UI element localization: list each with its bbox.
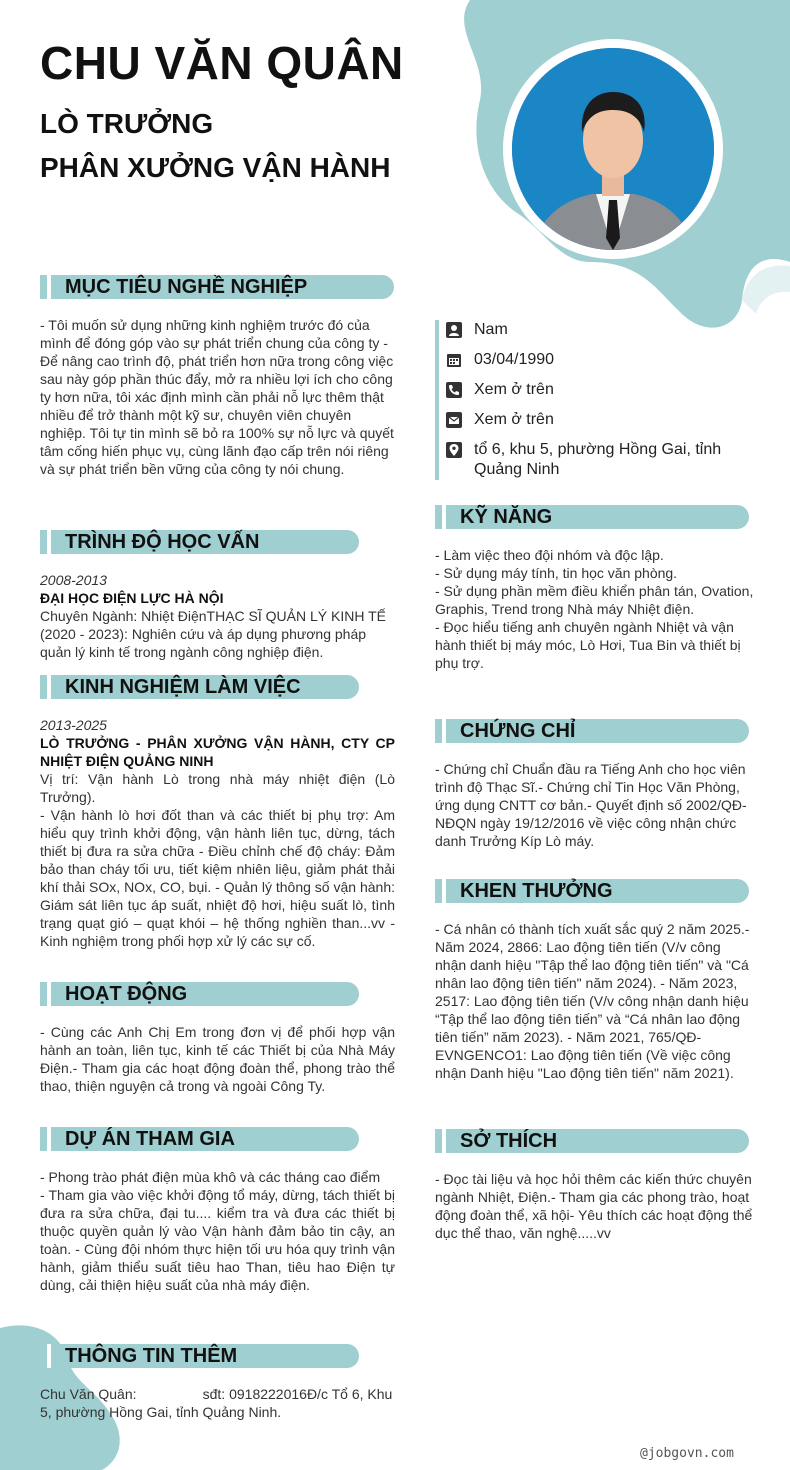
job-title	[40, 102, 440, 190]
activities-text: - Cùng các Anh Chị Em trong đơn vị để phối hợp vận hành an toàn, liên tục, kinh tế các Thiết bị của Nhà Máy Điện.- Tham gia các hoạt động đoàn thể, phong trào thể thao, thiện nguyện cả trong và ngoài Công Ty.	[40, 1024, 395, 1094]
education-heading: TRÌNH ĐỘ HỌC VẤN	[65, 531, 260, 553]
profile-photo	[512, 48, 714, 250]
gender-value: Nam	[474, 321, 508, 338]
experience-entry	[40, 716, 395, 950]
section-header-extra-info	[40, 1344, 359, 1368]
job-title-line1: LÒ TRƯỞNG	[40, 108, 214, 139]
education-description: Chuyên Ngành: Nhiệt ĐiệnTHẠC SĨ QUẢN LÝ KINH TẾ (2020 - 2023): Nghiên cứu và áp dụng phương pháp quản lý kinh tế trong ngành công nghiệp điện.	[40, 608, 386, 660]
section-header-certificates	[435, 719, 749, 743]
address-value: tổ 6, khu 5, phường Hồng Gai, tỉnh Quảng Ninh	[474, 441, 722, 478]
education-school: ĐẠI HỌC ĐIỆN LỰC HÀ NỘI	[40, 590, 224, 606]
watermark-link[interactable]: @jobgovn.com	[640, 1446, 734, 1461]
experience-position: LÒ TRƯỞNG - PHÂN XƯỞNG VẬN HÀNH, CTY CP NHIỆT ĐIỆN QUẢNG NINH	[40, 735, 395, 769]
email-icon	[446, 412, 462, 428]
person-icon	[446, 322, 462, 338]
personal-info-accent-bar	[435, 320, 439, 480]
section-header-projects	[40, 1127, 359, 1151]
section-header-hobbies	[435, 1129, 749, 1153]
awards-heading: KHEN THƯỞNG	[460, 880, 613, 902]
certificates-heading: CHỨNG CHỈ	[460, 720, 576, 742]
section-header-activities	[40, 982, 359, 1006]
birthdate-value: 03/04/1990	[474, 351, 555, 368]
projects-heading: DỰ ÁN THAM GIA	[65, 1128, 235, 1150]
experience-heading: KINH NGHIỆM LÀM VIỆC	[65, 676, 301, 698]
career-goal-heading: MỤC TIÊU NGHỀ NGHIỆP	[65, 276, 308, 298]
hobbies-text: - Đọc tài liệu và học hỏi thêm các kiến thức chuyên ngành Nhiệt, Điện.- Tham gia các phong trào, hoạt động đoàn thể, xã hội- Yêu thích các hoạt động thể dục thể thao, văn nghệ.....vv	[435, 1171, 753, 1241]
person-portrait-icon	[512, 48, 714, 250]
experience-period: 2013-2025	[40, 717, 107, 733]
section-header-education	[40, 530, 359, 554]
email-value: Xem ở trên	[474, 411, 554, 428]
section-header-career-goal	[40, 275, 394, 299]
section-header-experience	[40, 675, 359, 699]
hobbies-heading: SỞ THÍCH	[460, 1130, 558, 1152]
skills-heading: KỸ NĂNG	[460, 506, 553, 528]
activities-heading: HOẠT ĐỘNG	[65, 983, 188, 1005]
section-header-awards	[435, 879, 749, 903]
section-header-skills	[435, 505, 749, 529]
phone-icon	[446, 382, 462, 398]
projects-text: - Phong trào phát điện mùa khô và các tháng cao điểm - Tham gia vào việc khởi động tổ máy, dừng, tách thiết bị đưa ra sửa chữa, đại tu.... kiểm tra và đưa các thiết bị thuộc quyền quản lý vào Vận hành đảm bảo tin cậy, an toàn. - Cùng đội nhóm thực hiện tối ưu hóa quy trình vận hành, giảm thiểu suất tiêu hao Than, tiêu hao Điện tự dùng, cải thiện hiệu suất của nhà máy điện.	[40, 1169, 395, 1293]
job-title-line2: PHÂN XƯỞNG VẬN HÀNH	[40, 152, 391, 183]
calendar-icon	[446, 352, 462, 368]
candidate-name: CHU VĂN QUÂN	[40, 37, 404, 89]
extra-info-text: Chu Văn Quân: sđt: 0918222016Đ/c Tổ 6, Khu 5, phường Hồng Gai, tỉnh Quảng Ninh.	[40, 1386, 397, 1420]
education-period: 2008-2013	[40, 572, 107, 588]
career-goal-text: - Tôi muốn sử dụng những kinh nghiệm trước đó của mình để đóng góp vào sự phát triển chung của công ty - Để nâng cao trình độ, phát triển hơn nữa trong công việc sau này góp phần thúc đẩy, mở ra nhiều lợi ích cho công ty hơn nữa, tôi xác định mình cần phải nỗ lực thêm thật nhiều để trở thành một kỹ sư, chuyên viên chuyên nghiệp. Tôi tự tin mình sẽ bỏ ra 100% sự nỗ lực và quyết tâm cống hiến phục vụ, cùng lãnh đạo cấp trên nói riêng và sự phát triển bền vững của công ty nói chung.	[40, 317, 394, 477]
education-entry	[40, 571, 395, 661]
experience-description: Vị trí: Vận hành Lò trong nhà máy nhiệt điện (Lò Trưởng). - Vận hành lò hơi đốt than và các thiết bị phụ trợ: Am hiểu quy trình khởi động, vận hành liên tục, dừng, tách thiết bị đưa ra sửa chữa - Điều chỉnh chế độ cháy: Đảm bảo than cháy tối ưu, tiết kiệm nhiên liệu, giảm phát thải khí thải SOx, NOx, CO, bụi. - Quản lý thông số vận hành: Giám sát liên tục áp suất, nhiệt độ hơi, hiệu suất lò, tình trạng quạt gió – quạt khói – hệ thống nghiền than...vv - Kinh nghiệm trong phối hợp xử lý các sự cố.	[40, 771, 395, 949]
certificates-text: - Chứng chỉ Chuẩn đầu ra Tiếng Anh cho học viên trình độ Thạc Sĩ.- Chứng chỉ Tin Học Văn Phòng, ứng dụng CNTT cơ bản.- Quyết định số 2002/QĐ-NĐQN ngày 19/12/2016 về việc công nhận chức danh Trưởng Kíp Lò máy.	[435, 761, 747, 849]
awards-text: - Cá nhân có thành tích xuất sắc quý 2 năm 2025.- Năm 2024, 2866: Lao động tiên tiến (V/v công nhận danh hiệu "Tập thể lao động tiên tiến" và "Cá nhân lao động tiên tiến" năm 2024). - Năm 2023, 2517: Lao động tiên tiến (V/v công nhận danh hiệu “Tập thể lao động tiên tiến” và “Cá nhân lao động tiên tiến” năm 2023). - Năm 2021, 765/QĐ-EVNGENCO1: Lao động tiên tiến (Về việc công nhận Danh hiệu "Lao động tiên tiến" năm 2021).	[435, 921, 750, 1081]
extra-info-heading: THÔNG TIN THÊM	[65, 1345, 238, 1367]
phone-value: Xem ở trên	[474, 381, 554, 398]
location-icon	[446, 442, 462, 458]
skills-text: - Làm việc theo đội nhóm và độc lập. - Sử dụng máy tính, tin học văn phòng. - Sử dụng phần mềm điều khiển phân tán, Ovation, Graphis, Trend trong Nhà máy Nhiệt điện. - Đọc hiểu tiếng anh chuyên ngành Nhiệt và vận hành thiết bị máy móc, Lò Hơi, Tua Bin và thiết bị phụ trợ.	[435, 547, 754, 671]
